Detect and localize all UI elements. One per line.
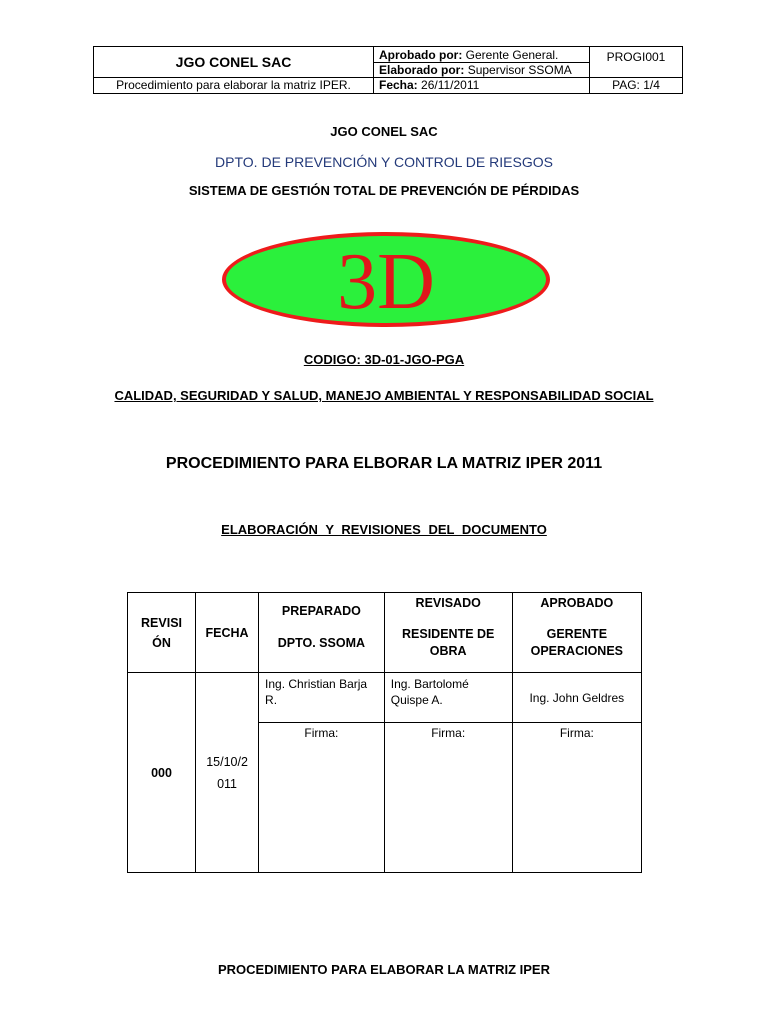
revision-date-line2: 011 [217, 776, 238, 791]
col-revision [128, 593, 196, 673]
header-company: JGO CONEL SAC [94, 47, 374, 78]
revision-number: 000 [128, 673, 196, 873]
system-title: SISTEMA DE GESTIÓN TOTAL DE PREVENCIÓN DE PÉRDIDAS [188, 183, 580, 198]
prepared-label: Elaborado por: [379, 62, 465, 77]
body-company: JGO CONEL SAC [330, 124, 438, 139]
header-date-cell [374, 78, 590, 94]
footer-title: PROCEDIMIENTO PARA ELABORAR LA MATRIZ IPER [218, 962, 550, 977]
table-header-row [128, 593, 642, 673]
revision-date [196, 673, 259, 873]
approved-name: Ing. John Geldres [512, 673, 641, 723]
col-revision-line2: ÓN [152, 635, 171, 650]
document-header [93, 46, 683, 94]
prepared-signature: Firma: [259, 723, 385, 873]
header-procedure: Procedimiento para elaborar la matriz IPER. [94, 78, 374, 94]
quality-heading: CALIDAD, SEGURIDAD Y SALUD, MANEJO AMBIENTAL Y RESPONSABILIDAD SOCIAL [114, 388, 654, 403]
prepared-name: Ing. Christian Barja R. [259, 673, 385, 723]
3d-logo [222, 232, 550, 327]
col-prepared-title: PREPARADO [281, 604, 361, 618]
elaboration-heading: ELABORACIÓN Y REVISIONES DEL DOCUMENTO [221, 522, 547, 537]
revision-date-line1: 15/10/2 [206, 754, 248, 769]
logo-text: 3D [337, 237, 435, 326]
approved-value: Gerente General. [465, 47, 559, 62]
approved-signature: Firma: [512, 723, 641, 873]
reviewed-signature: Firma: [384, 723, 512, 873]
header-approval-cell [374, 47, 590, 78]
approved-label: Aprobado por: [379, 47, 463, 62]
col-approved [512, 593, 641, 673]
reviewed-name: Ing. Bartolomé Quispe A. [384, 673, 512, 723]
table-row [128, 673, 642, 723]
col-prepared [259, 593, 385, 673]
col-reviewed [384, 593, 512, 673]
col-approved-title: APROBADO [540, 596, 614, 610]
col-prepared-dept: DPTO. SSOMA [277, 636, 366, 650]
col-date: FECHA [196, 593, 259, 673]
document-code: CODIGO: 3D-01-JGO-PGA [303, 352, 465, 367]
col-reviewed-title: REVISADO [415, 596, 481, 610]
prepared-value: Supervisor SSOMA [467, 62, 572, 77]
col-revision-line1: REVISI [141, 615, 183, 630]
col-approved-role: GERENTE OPERACIONES [530, 627, 624, 658]
page-title: PROCEDIMIENTO PARA ELBORAR LA MATRIZ IPER 2011 [165, 455, 603, 472]
date-value: 26/11/2011 [421, 78, 480, 92]
revision-table [127, 592, 642, 873]
department-title: DPTO. DE PREVENCIÓN Y CONTROL DE RIESGOS [215, 154, 553, 170]
header-page: PAG: 1/4 [590, 78, 683, 94]
header-code: PROGI001 [590, 47, 683, 78]
date-label: Fecha: [379, 78, 418, 92]
col-reviewed-role: RESIDENTE DE OBRA [402, 627, 495, 658]
